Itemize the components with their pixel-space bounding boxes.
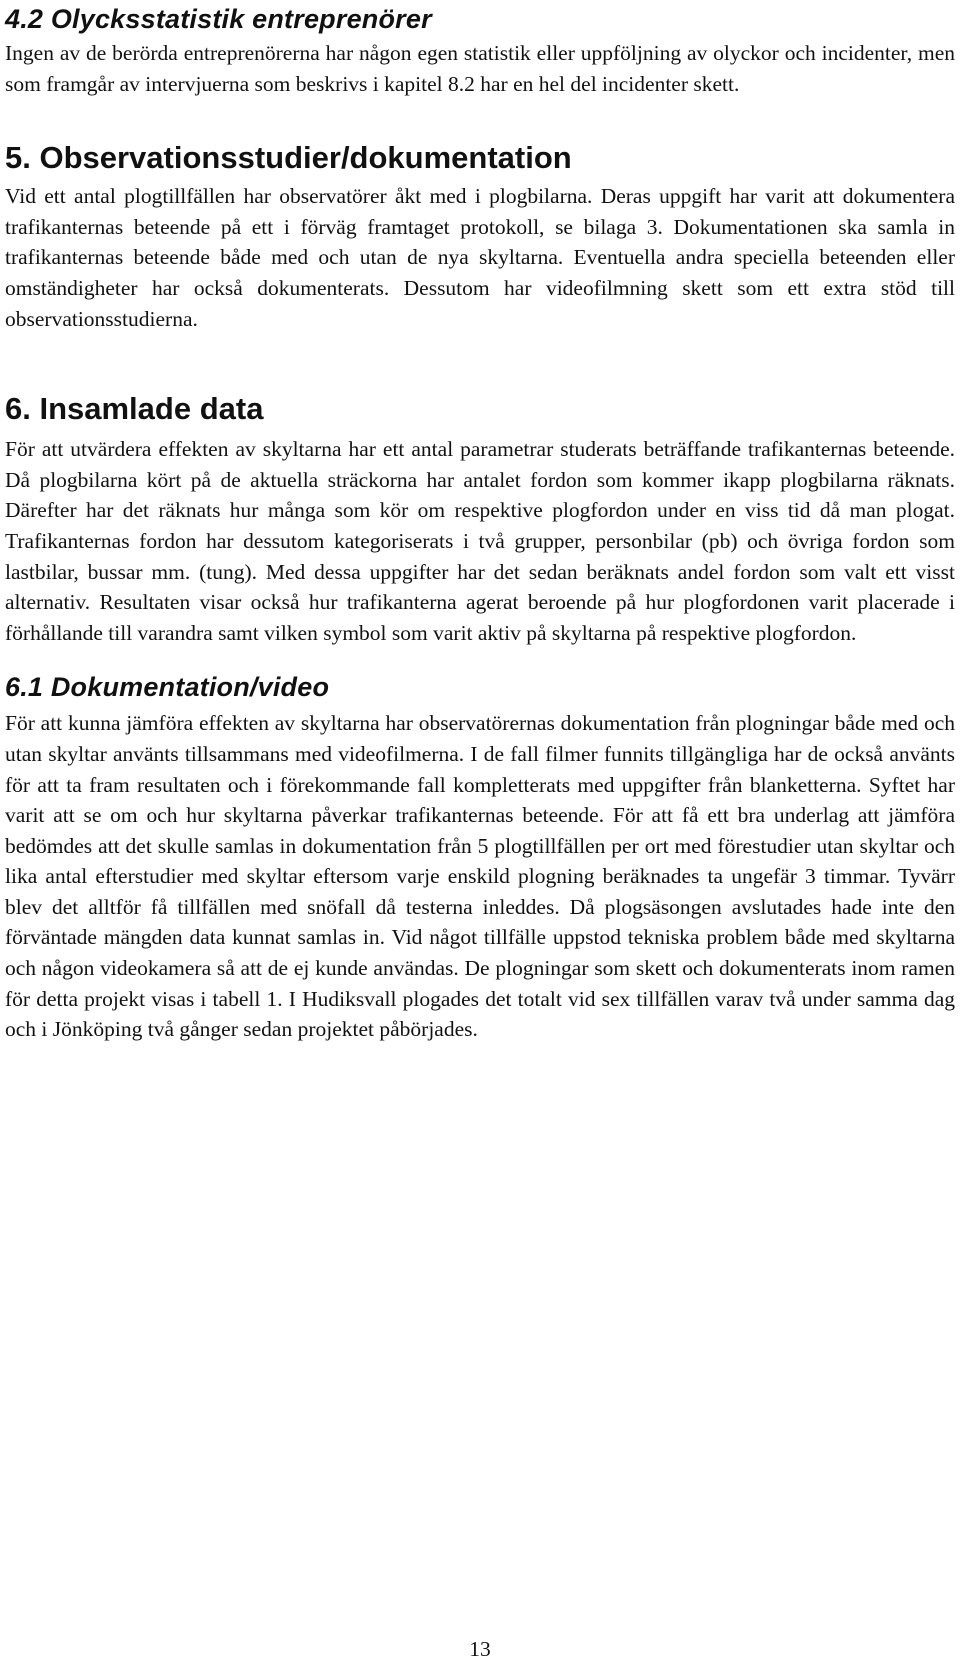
document-page (5, 0, 955, 1045)
paragraph-5: Vid ett antal plogtillfällen har observatörer åkt med i plogbilarna. Deras uppgift har varit att dokumentera trafikanternas beteende på ett i förväg framtaget protokoll, se bilaga 3. Dokumentationen ska samla in trafikanternas beteende både med och utan de nya skyltarna. Eventuella andra speciella beteenden eller omständigheter har också dokumenterats. Dessutom har videofilmning skett som ett extra stöd till observationsstudierna. (5, 184, 955, 331)
heading-4-2: 4.2 Olycksstatistik entreprenörer (5, 4, 432, 34)
paragraph-4-2: Ingen av de berörda entreprenörerna har någon egen statistik eller uppföljning av olyckor och incidenter, men som framgår av intervjuerna som beskrivs i kapitel 8.2 har en hel del incidenter skett. (5, 41, 955, 96)
heading-5: 5. Observationsstudier/dokumentation (5, 140, 572, 176)
heading-6-1: 6.1 Dokumentation/video (5, 672, 330, 703)
paragraph-6: För att utvärdera effekten av skyltarna har ett antal parametrar studerats beträffande trafikanternas beteende. Då plogbilarna kört på de aktuella sträckorna har antalet fordon som kommer ikapp plogbilarna räknats. Därefter har det räknats hur många som kör om respektive plogfordon under en viss tid då man plogat. Trafikanternas fordon har dessutom kategoriserats i två grupper, personbilar (pb) och övriga fordon som lastbilar, bussar mm. (tung). Med dessa uppgifter har det sedan beräknats andel fordon som valt ett visst alternativ. Resultaten visar också hur trafikanterna agerat beroende på hur plogfordonen varit placerade i förhållande till varandra samt vilken symbol som varit aktiv på skyltarna på respektive plogfordon. (5, 437, 955, 645)
heading-6: 6. Insamlade data (5, 391, 264, 427)
paragraph-6-1: För att kunna jämföra effekten av skyltarna har observatörernas dokumentation från plogningar både med och utan skyltar använts tillsammans med videofilmerna. I de fall filmer funnits tillgängliga har de också använts för att ta fram resultaten och i förekommande fall kompletterats med uppgifter från blanketterna. Syftet har varit att se om och hur skyltarna påverkar trafikanternas beteende. För att få ett bra underlag att jämföra bedömdes att det skulle samlas in dokumentation från 5 plogtillfällen per ort med förestudier utan skyltar och lika antal efterstudier med skyltar eftersom varje enskild plogning beräknades ta ungefär 3 timmar. Tyvärr blev det alltför få tillfällen med snöfall då testerna inleddes. Då plogsäsongen avslutades hade inte den förväntade mängden data kunnat samlas in. Vid något tillfälle uppstod tekniska problem både med skyltarna och någon videokamera så att de ej kunde användas. De plogningar som skett och dokumenterats inom ramen för detta projekt visas i tabell 1. I Hudiksvall plogades det totalt vid sex tillfällen varav två under samma dag och i Jönköping två gånger sedan projektet påbörjades. (5, 711, 955, 1042)
page-number: 13 (469, 1637, 491, 1661)
